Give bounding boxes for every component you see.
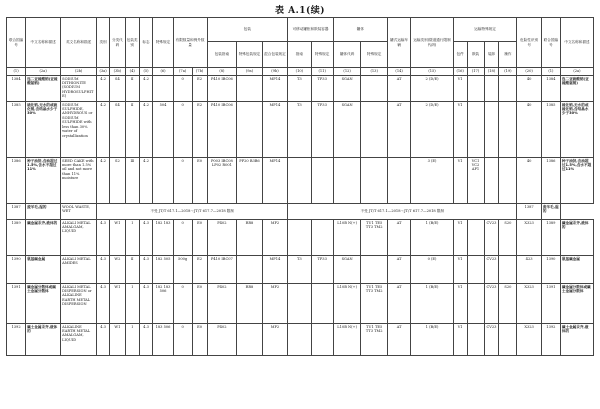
- hdr-hazard-id: 危险性识别号: [517, 18, 541, 68]
- cell-tank-code: SGAN: [333, 102, 361, 158]
- cell-tank-special: [311, 158, 333, 204]
- cell-hazard-id: 40: [517, 102, 541, 158]
- hdr-pkg-special: 特殊包装规定: [237, 42, 262, 68]
- cell-tank-special: [311, 284, 333, 324]
- cell-cn-name: 硫化钠,无水的或硫化钠,含结晶水少于30%: [26, 102, 61, 158]
- cell-cn-name-2: 种子油饼,含油超过1.5%,含水不超过11%: [560, 158, 593, 204]
- hdr-portable-tank: 可移动罐柜和散装容器: [288, 18, 334, 42]
- cell-special: 183 506: [153, 324, 173, 356]
- cell-pkg-instr: P402: [207, 324, 237, 356]
- cell-un: 1384: [7, 76, 26, 102]
- cell-hazard-id: 40: [517, 76, 541, 102]
- cell-pkg-special: RR8: [237, 220, 262, 256]
- cell-transport-category: 3 (E): [411, 158, 453, 204]
- table-row: [7, 204, 594, 220]
- table-row: [7, 102, 594, 158]
- cell-excepted: E0: [192, 284, 207, 324]
- cell-cn-name-2: 碱土金属汞齐,液体的: [560, 324, 593, 356]
- cell-class-code: W1: [109, 284, 125, 324]
- cell-ts-operation: [499, 158, 517, 204]
- dangerous-goods-table: [6, 17, 594, 356]
- cell-mixed: MP14: [262, 102, 287, 158]
- cell-label: 4.3: [139, 256, 153, 284]
- col-code: (15): [411, 68, 453, 76]
- cell-class: 4.2: [97, 102, 110, 158]
- cell-tank-instr: [288, 220, 311, 256]
- cell-ts-bulk: [467, 256, 484, 284]
- cell-en-name: SODIUM DITHIONITE (SODIUM HYDROSULPHITE): [61, 76, 97, 102]
- cell-transport-category: 0 (E): [411, 256, 453, 284]
- cell-packing-group: Ⅱ: [125, 102, 139, 158]
- cell-excepted: E2: [192, 76, 207, 102]
- cell-class: 4.3: [97, 324, 110, 356]
- table-row: [7, 284, 594, 324]
- col-code: (10): [288, 68, 311, 76]
- cell-packing-group: Ⅲ: [125, 158, 139, 204]
- cell-ts-operation: [499, 102, 517, 158]
- cell-tank-special: TP33: [311, 256, 333, 284]
- cell-pkg-instr: P410 IBC06: [207, 76, 237, 102]
- cell-tank-special-2: [361, 158, 388, 204]
- cell-ts-loading: [484, 76, 499, 102]
- cell-limited: 0: [173, 324, 192, 356]
- cell-cn-name: 种子油饼,含油超过1.5%,含水不超过11%: [26, 158, 61, 204]
- hdr-cn-name-2: 中文名称和描述: [560, 18, 593, 68]
- col-code: (14): [387, 68, 410, 76]
- col-code: (12): [333, 68, 361, 76]
- cell-ts-package: V1: [453, 220, 467, 256]
- cell-special: [153, 158, 173, 204]
- cell-hazard-id: 40: [517, 158, 541, 204]
- cell-transport-category: 1 (B/E): [411, 324, 453, 356]
- cell-mixed: MP2: [262, 220, 287, 256]
- table-title: 表 A.1(续): [274, 6, 326, 16]
- col-code: (13): [361, 68, 388, 76]
- cell-un-2: 1391: [541, 284, 560, 324]
- cell-packing-group: Ⅱ: [125, 256, 139, 284]
- cell-un: 1392: [7, 324, 26, 356]
- cell-limited: 0: [173, 220, 192, 256]
- cell-cn-name: 碱金属分散体或碱土金属分散体: [26, 284, 61, 324]
- cell-vehicle: AT: [387, 284, 410, 324]
- cell-vehicle: AT: [387, 102, 410, 158]
- cell-cn-name-2: 碱金属汞齐,液体的: [560, 220, 593, 256]
- cell-un-2: 1386: [541, 158, 560, 204]
- col-code: (17): [467, 68, 484, 76]
- cell-class-code: S2: [109, 158, 125, 204]
- hdr-special-provisions: 特殊规定: [153, 18, 173, 68]
- col-code: (3b): [109, 68, 125, 76]
- cell-vehicle: AT: [387, 324, 410, 356]
- hdr-tank: 罐体: [333, 18, 387, 42]
- hdr-tank-vehicle: 罐式运输车辆: [387, 18, 410, 68]
- cell-cn-name: 碱土金属汞齐,液体的: [26, 324, 61, 356]
- cell-un-2: 1385: [541, 102, 560, 158]
- cell-class: 4.3: [97, 256, 110, 284]
- col-code: (1): [541, 68, 560, 76]
- cell-ts-loading: CV23: [484, 256, 499, 284]
- cell-class-code: S4: [109, 76, 125, 102]
- col-code: (7b): [192, 68, 207, 76]
- cell-tank-instr: [288, 324, 311, 356]
- col-code: (6): [153, 68, 173, 76]
- col-code: (11): [311, 68, 333, 76]
- cell-limited: 0: [173, 284, 192, 324]
- hdr-ts-loading: 装卸: [484, 42, 499, 68]
- col-code: (9a): [237, 68, 262, 76]
- cell-un: 1385: [7, 102, 26, 158]
- cell-mixed: MP2: [262, 284, 287, 324]
- cell-tank-special-2: [361, 76, 388, 102]
- cell-tank-special-2: [361, 102, 388, 158]
- cell-tank-code: L10B N(+): [333, 284, 361, 324]
- cell-hazard-id: X323: [517, 324, 541, 356]
- cell-mixed: MP14: [262, 256, 287, 284]
- cell-special: 182 505: [153, 256, 173, 284]
- cell-limited: 0: [173, 158, 192, 204]
- cell-class-code: W1: [109, 220, 125, 256]
- cell-transport-category: 1 (B/E): [411, 284, 453, 324]
- col-code: (3a): [97, 68, 110, 76]
- cell-un-2: 1387: [517, 204, 541, 220]
- table-row: [7, 256, 594, 284]
- cell-ts-operation: [499, 324, 517, 356]
- cell-ts-package: V1: [453, 324, 467, 356]
- cell-tank-special-2: [361, 256, 388, 284]
- cell-special: [153, 76, 173, 102]
- cell-ts-bulk: [467, 102, 484, 158]
- cell-packing-group: Ⅰ: [125, 324, 139, 356]
- cell-mixed: MP14: [262, 76, 287, 102]
- cell-un-2: 1390: [541, 256, 560, 284]
- cell-tank-instr: [288, 284, 311, 324]
- cell-tank-code: L10B N(+): [333, 324, 361, 356]
- cell-un: 1390: [7, 256, 26, 284]
- cell-tank-instr: [288, 158, 311, 204]
- cell-cn-name: 连二亚硫酸钠(亚硫酸氢钠): [26, 76, 61, 102]
- cell-tank-code: [333, 158, 361, 204]
- cell-ts-loading: CV23: [484, 284, 499, 324]
- cell-packing-group: Ⅰ: [125, 284, 139, 324]
- cell-class: 4.3: [97, 284, 110, 324]
- col-code: (2a): [560, 68, 593, 76]
- cell-pkg-instr: P003 IBC08 LP02 R001: [207, 158, 237, 204]
- cell-special: 182 183: [153, 220, 173, 256]
- cell-pkg-special: [237, 102, 262, 158]
- cell-mixed: MP2: [262, 324, 287, 356]
- cell-special: 504: [153, 102, 173, 158]
- cell-un-2: 1389: [541, 220, 560, 256]
- hdr-tank-special: 特殊规定: [311, 42, 333, 68]
- cell-class-code: S4: [109, 102, 125, 158]
- cell-special: 182 183 506: [153, 284, 173, 324]
- hdr-mixed: 混合包装规定: [262, 42, 287, 68]
- cell-pkg-instr: P410 IBC06: [207, 102, 237, 158]
- cell-label: 4.3: [139, 220, 153, 256]
- hdr-label: 标志: [139, 18, 153, 68]
- cell-transport-category: 1 (B/E): [411, 220, 453, 256]
- cell-pkg-instr: P402: [207, 284, 237, 324]
- cell-class: 4.2: [97, 76, 110, 102]
- cell-vehicle: AT: [387, 256, 410, 284]
- cell-cn-name-2: 氨基碱金属: [560, 256, 593, 284]
- cell-cn-name: 碱金属汞齐,液体的: [26, 220, 61, 256]
- cell-transport-category: 2 (D/E): [411, 76, 453, 102]
- cell-tank-special-2: TU1 TE5 TT3 TM2: [361, 284, 388, 324]
- cell-vehicle: AT: [387, 220, 410, 256]
- cell-ts-loading: CV23: [484, 220, 499, 256]
- cell-cn-name-2: 硫化钠,无水的或硫化钠,含结晶水少于30%: [560, 102, 593, 158]
- cell-ts-loading: [484, 158, 499, 204]
- cell-cn-name-2: 碱金属分散体或碱土金属分散体: [560, 284, 593, 324]
- cell-hazard-id: 423: [517, 256, 541, 284]
- cell-cn-name: 废羊毛,湿的: [26, 204, 61, 220]
- col-code: (18): [484, 68, 499, 76]
- col-code: (7a): [173, 68, 192, 76]
- hdr-cn-name: 中文名称和描述: [26, 18, 61, 68]
- hdr-packing-group: 包装类别: [125, 18, 139, 68]
- cell-tank-instr: T3: [288, 76, 311, 102]
- cell-excepted: E0: [192, 220, 207, 256]
- cell-label: 4.2: [139, 76, 153, 102]
- col-code: (20): [517, 68, 541, 76]
- col-code: (4): [125, 68, 139, 76]
- hdr-tank-code: 罐体代码: [333, 42, 361, 68]
- cell-packing-group: Ⅱ: [125, 76, 139, 102]
- cell-tank-special: [311, 220, 333, 256]
- cell-ts-bulk: [467, 76, 484, 102]
- cell-packing-group: Ⅰ: [125, 220, 139, 256]
- cell-un-2: 1384: [541, 76, 560, 102]
- cell-label: 4.3: [139, 324, 153, 356]
- cell-ts-loading: CV23: [484, 324, 499, 356]
- cell-class-code: W2: [109, 256, 125, 284]
- cell-hazard-id: X323: [517, 284, 541, 324]
- table-row: [7, 76, 594, 102]
- cell-not-restricted: 不受 JT/T 617.1—2018～JT/T 617.7—2018 限制: [97, 204, 288, 220]
- cell-un: 1389: [7, 220, 26, 256]
- cell-ts-package: V1: [453, 284, 467, 324]
- cell-pkg-special: PP20 B3B6: [237, 158, 262, 204]
- cell-cn-name-2: 连二亚硫酸钠(亚硫酸氢钠): [560, 76, 593, 102]
- hdr-pkg-instr: 包装指南: [207, 42, 237, 68]
- cell-ts-bulk: [467, 284, 484, 324]
- cell-en-name: SEED CAKE with more than 1.5% oil and not more than 11% moisture: [61, 158, 97, 204]
- cell-tank-special-2: TU1 TE5 TT3 TM2: [361, 220, 388, 256]
- cell-pkg-instr: P402: [207, 220, 237, 256]
- cell-class-code: W1: [109, 324, 125, 356]
- cell-class: 4.3: [97, 220, 110, 256]
- cell-ts-package: V1: [453, 102, 467, 158]
- col-code: (19): [499, 68, 517, 76]
- column-code-row: [7, 68, 594, 76]
- cell-ts-operation: S20: [499, 284, 517, 324]
- hdr-en-name: 英文名称和描述: [61, 18, 97, 68]
- col-code: (2a): [26, 68, 61, 76]
- cell-excepted: E0: [192, 158, 207, 204]
- col-code: (1): [7, 68, 26, 76]
- cell-ts-bulk: [467, 324, 484, 356]
- table-row: [7, 158, 594, 204]
- cell-ts-package: V1: [453, 76, 467, 102]
- cell-pkg-special: [237, 256, 262, 284]
- cell-en-name: ALKALINE EARTH METAL AMALGAM, LIQUID: [61, 324, 97, 356]
- cell-tank-code: SGAN: [333, 256, 361, 284]
- cell-ts-operation: S20: [499, 220, 517, 256]
- cell-transport-category: 2 (D/E): [411, 102, 453, 158]
- hdr-transport-special: 运输特殊规定: [453, 18, 517, 42]
- cell-limited: 0: [173, 76, 192, 102]
- cell-tank-special: TP33: [311, 76, 333, 102]
- cell-en-name: WOOL WASTE, WET: [61, 204, 97, 220]
- cell-label: 4.2: [139, 158, 153, 204]
- cell-excepted: E0: [192, 324, 207, 356]
- cell-tank-code: SGAN: [333, 76, 361, 102]
- cell-un: 1387: [7, 204, 26, 220]
- cell-vehicle: AT: [387, 76, 410, 102]
- hdr-transport-category: 运输类别(隧道通行限制代码): [411, 18, 453, 68]
- hdr-un: 联合国编号: [7, 18, 26, 68]
- cell-cn-name: 氨基碱金属: [26, 256, 61, 284]
- col-code: (16): [453, 68, 467, 76]
- table-row: [7, 324, 594, 356]
- cell-ts-bulk: VC1 VC2 AP1: [467, 158, 484, 204]
- table-row: [7, 220, 594, 256]
- cell-tank-special: [311, 324, 333, 356]
- col-code: (2b): [61, 68, 97, 76]
- hdr-ts-package: 包件: [453, 42, 467, 68]
- hdr-ts-operation: 操作: [499, 42, 517, 68]
- cell-ts-operation: [499, 256, 517, 284]
- hdr-class: 类别: [97, 18, 110, 68]
- cell-ts-loading: [484, 102, 499, 158]
- hdr-limited-quantity: 有限数量和例外数量: [173, 18, 207, 68]
- cell-tank-special-2: TU1 TE5 TT3 TM2: [361, 324, 388, 356]
- cell-limited: 500g: [173, 256, 192, 284]
- cell-label: 4.3: [139, 284, 153, 324]
- cell-pkg-instr: P410 IBC07: [207, 256, 237, 284]
- cell-excepted: E2: [192, 102, 207, 158]
- cell-en-name: SODIUM SULPHIDE, ANHYDROUS or SODIUM SULPHIDE with less than 30% water of crystallization: [61, 102, 97, 158]
- cell-ts-package: V1: [453, 158, 467, 204]
- cell-en-name: ALKALI METAL AMIDES: [61, 256, 97, 284]
- cell-not-restricted: 不受 JT/T 617.1—2018～JT/T 617.7—2018 限制: [288, 204, 517, 220]
- hdr-tank-special-2: 特殊规定: [361, 42, 388, 68]
- cell-cn-name-2: 废羊毛,湿的: [541, 204, 560, 220]
- cell-tank-special: TP33: [311, 102, 333, 158]
- cell-un: 1386: [7, 158, 26, 204]
- hdr-tank-instr: 指南: [288, 42, 311, 68]
- cell-tank-instr: T3: [288, 256, 311, 284]
- col-code: (9b): [262, 68, 287, 76]
- cell-hazard-id: X323: [517, 220, 541, 256]
- cell-tank-code: L10B N(+): [333, 220, 361, 256]
- hdr-class-code: 分类代码: [109, 18, 125, 68]
- cell-en-name: ALKALI METAL DISPERSION or ALKALINE EARTH METAL DISPERSION: [61, 284, 97, 324]
- cell-vehicle: [387, 158, 410, 204]
- cell-ts-operation: [499, 76, 517, 102]
- hdr-ts-bulk: 散装: [467, 42, 484, 68]
- cell-excepted: E2: [192, 256, 207, 284]
- cell-pkg-special: [237, 76, 262, 102]
- cell-pkg-special: RR8: [237, 284, 262, 324]
- cell-class: 4.2: [97, 158, 110, 204]
- cell-ts-package: V1: [453, 256, 467, 284]
- col-code: (8): [207, 68, 237, 76]
- cell-mixed: MP14: [262, 158, 287, 204]
- cell-un: 1391: [7, 284, 26, 324]
- cell-ts-bulk: [467, 220, 484, 256]
- cell-limited: 0: [173, 102, 192, 158]
- hdr-packaging: 包装: [207, 18, 288, 42]
- hdr-un-2: 联合国编号: [541, 18, 560, 68]
- cell-pkg-special: [237, 324, 262, 356]
- cell-label: 4.2: [139, 102, 153, 158]
- cell-en-name: ALKALI METAL AMALGAM, LIQUID: [61, 220, 97, 256]
- cell-tank-instr: T3: [288, 102, 311, 158]
- cell-un-2: 1392: [541, 324, 560, 356]
- col-code: (5): [139, 68, 153, 76]
